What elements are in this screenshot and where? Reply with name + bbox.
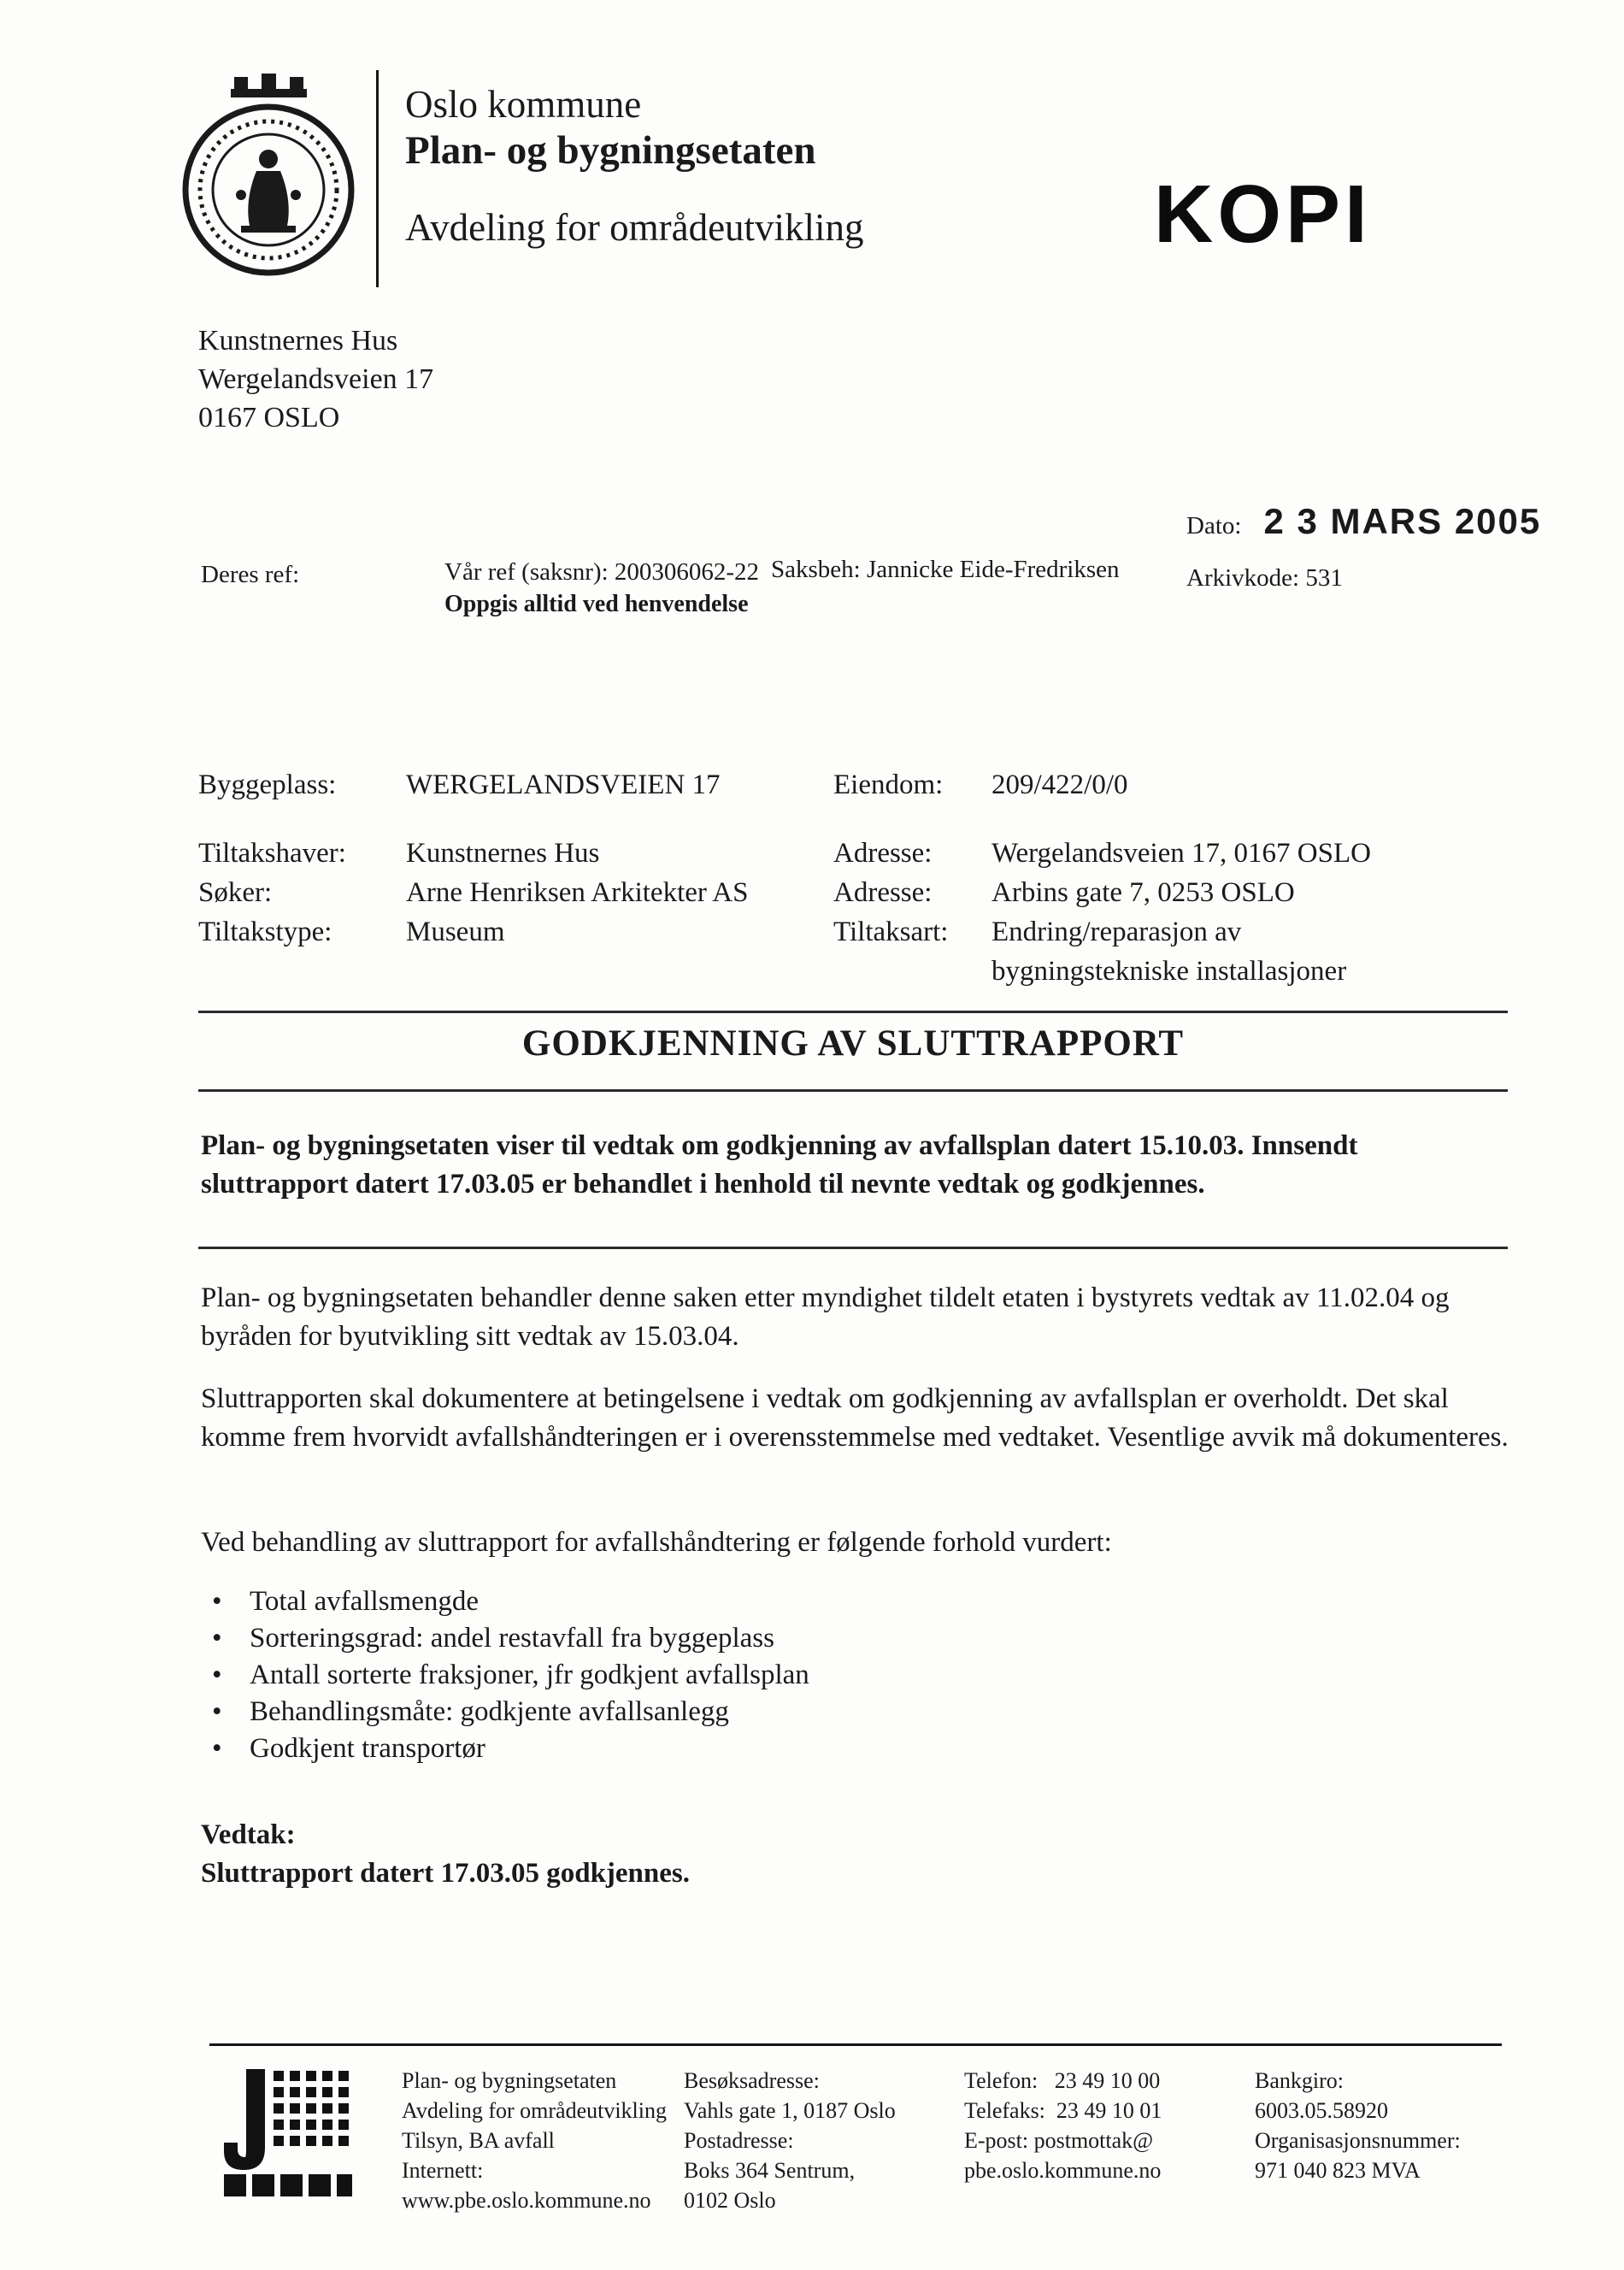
footer-line: 0102 Oslo xyxy=(684,2188,776,2213)
detail-value: Arne Henriksen Arkitekter AS xyxy=(406,877,749,908)
agency-name: Plan- og bygningsetaten xyxy=(405,128,816,173)
detail-label: Tiltakstype: xyxy=(198,917,332,947)
detail-row xyxy=(198,765,1419,805)
divider xyxy=(198,1011,1508,1013)
footer-agency-column xyxy=(402,2066,667,2215)
detail-value: WERGELANDSVEIEN 17 xyxy=(406,769,721,800)
footer-line: Internett: xyxy=(402,2158,484,2183)
detail-label: Adresse: xyxy=(833,838,933,869)
footer-website: www.pbe.oslo.kommune.no xyxy=(402,2188,651,2213)
divider xyxy=(198,1247,1508,1249)
detail-label: Tiltakshaver: xyxy=(198,838,346,869)
date-line xyxy=(1186,501,1541,542)
body-paragraph: Plan- og bygningsetaten behandler denne saken etter myndighet tildelt etaten i bystyrets vedtak av 11.02.04 og byråden for byutvikling sitt vedtak av 15.03.04. xyxy=(201,1282,1450,1352)
list-item: • Sorteringsgrad: andel restavfall fra byggeplass xyxy=(212,1620,809,1657)
footer-divider xyxy=(209,2043,1502,2046)
footer-line: Tilsyn, BA avfall xyxy=(402,2128,555,2153)
detail-value: Museum xyxy=(406,917,505,947)
divider xyxy=(198,1089,1508,1092)
footer-email: E-post: postmottak@ xyxy=(964,2128,1154,2153)
footer-line: Postadresse: xyxy=(684,2128,794,2153)
footer-line: 6003.05.58920 xyxy=(1255,2098,1388,2123)
detail-row xyxy=(198,873,1419,912)
var-ref-value: Vår ref (saksnr): 200306062-22 xyxy=(444,558,760,586)
body-paragraph: Ved behandling av sluttrapport for avfallshåndtering er følgende forhold vurdert: xyxy=(201,1527,1112,1558)
header-divider xyxy=(376,70,379,287)
decision-text: Sluttrapport datert 17.03.05 godkjennes. xyxy=(201,1858,691,1889)
kopi-stamp: KOPI xyxy=(1154,168,1372,260)
detail-value: Endring/reparasjon av bygningstekniske installasjoner xyxy=(991,917,1347,987)
detail-label: Søker: xyxy=(198,877,273,908)
footer-contact-column xyxy=(964,2066,1162,2185)
caseworker: Saksbeh: Jannicke Eide-Fredriksen xyxy=(771,556,1120,583)
footer-line: Boks 364 Sentrum, xyxy=(684,2158,856,2183)
detail-row xyxy=(198,834,1419,873)
footer-line: Besøksadresse: xyxy=(684,2068,820,2093)
case-details xyxy=(198,765,1419,991)
var-ref-block xyxy=(444,556,759,621)
date-stamp: 2 3 MARS 2005 xyxy=(1263,501,1542,541)
footer-phone: Telefon: 23 49 10 00 xyxy=(964,2068,1161,2093)
body-paragraph: Sluttrapporten skal dokumentere at betingelsene i vedtak om godkjenning av avfallsplan er overholdt. Det skal komme frem hvorvidt avfallshåndteringen er i overensstemmelse med vedtaket. Vesentlige avvik må dokumenteres. xyxy=(201,1383,1509,1453)
detail-label: Adresse: xyxy=(833,877,933,908)
recipient-line: 0167 OSLO xyxy=(198,402,340,433)
date-label: Dato: xyxy=(1186,512,1242,539)
criteria-list xyxy=(212,1583,809,1767)
department-name: Avdeling for områdeutvikling xyxy=(405,206,864,249)
list-item: • Antall sorterte fraksjoner, jfr godkjent avfallsplan xyxy=(212,1657,809,1694)
var-ref-note: Oppgis alltid ved henvendelse xyxy=(444,591,749,617)
detail-row xyxy=(198,912,1419,991)
footer-line: Avdeling for områdeutvikling xyxy=(402,2098,668,2123)
recipient-line: Wergelandsveien 17 xyxy=(198,363,434,395)
archive-code: Arkivkode: 531 xyxy=(1186,564,1343,592)
footer-fax: Telefaks: 23 49 10 01 xyxy=(964,2098,1162,2123)
footer-line: Organisasjonsnummer: xyxy=(1255,2128,1461,2153)
detail-value: Kunstnernes Hus xyxy=(406,838,600,869)
footer-finance-column xyxy=(1255,2066,1461,2185)
deres-ref-label: Deres ref: xyxy=(201,561,300,588)
detail-label: Eiendom: xyxy=(833,769,944,800)
footer-email-cont: pbe.oslo.kommune.no xyxy=(964,2158,1162,2183)
detail-label: Tiltaksart: xyxy=(833,917,949,947)
recipient-line: Kunstnernes Hus xyxy=(198,325,398,357)
footer-line: 971 040 823 MVA xyxy=(1255,2158,1421,2183)
list-item: • Behandlingsmåte: godkjente avfallsanlegg xyxy=(212,1694,809,1731)
footer-address-column xyxy=(684,2066,896,2215)
recipient-address xyxy=(198,321,433,437)
footer-line: Vahls gate 1, 0187 Oslo xyxy=(684,2098,896,2123)
pbe-logo-icon xyxy=(224,2069,352,2197)
footer-line: Plan- og bygningsetaten xyxy=(402,2068,617,2093)
document-title: GODKJENNING AV SLUTTRAPPORT xyxy=(521,1023,1185,1064)
detail-value: 209/422/0/0 xyxy=(991,769,1128,800)
decision-label: Vedtak: xyxy=(201,1819,296,1850)
summary-paragraph: Plan- og bygningsetaten viser til vedtak om godkjenning av avfallsplan datert 15.10.03. Innsendt sluttrapport datert 17.03.05 er behandlet i henhold til nevnte vedtak og godkjennes. xyxy=(201,1130,1358,1200)
detail-label: Byggeplass: xyxy=(198,769,337,800)
letterhead xyxy=(405,82,864,250)
oslo-coat-of-arms-icon xyxy=(181,74,356,283)
footer-line: Bankgiro: xyxy=(1255,2068,1344,2093)
detail-value: Wergelandsveien 17, 0167 OSLO xyxy=(991,838,1371,869)
list-item: • Total avfallsmengde xyxy=(212,1583,809,1620)
detail-value: Arbins gate 7, 0253 OSLO xyxy=(991,877,1295,908)
list-item: • Godkjent transportør xyxy=(212,1731,809,1767)
municipality-name: Oslo kommune xyxy=(405,83,642,126)
